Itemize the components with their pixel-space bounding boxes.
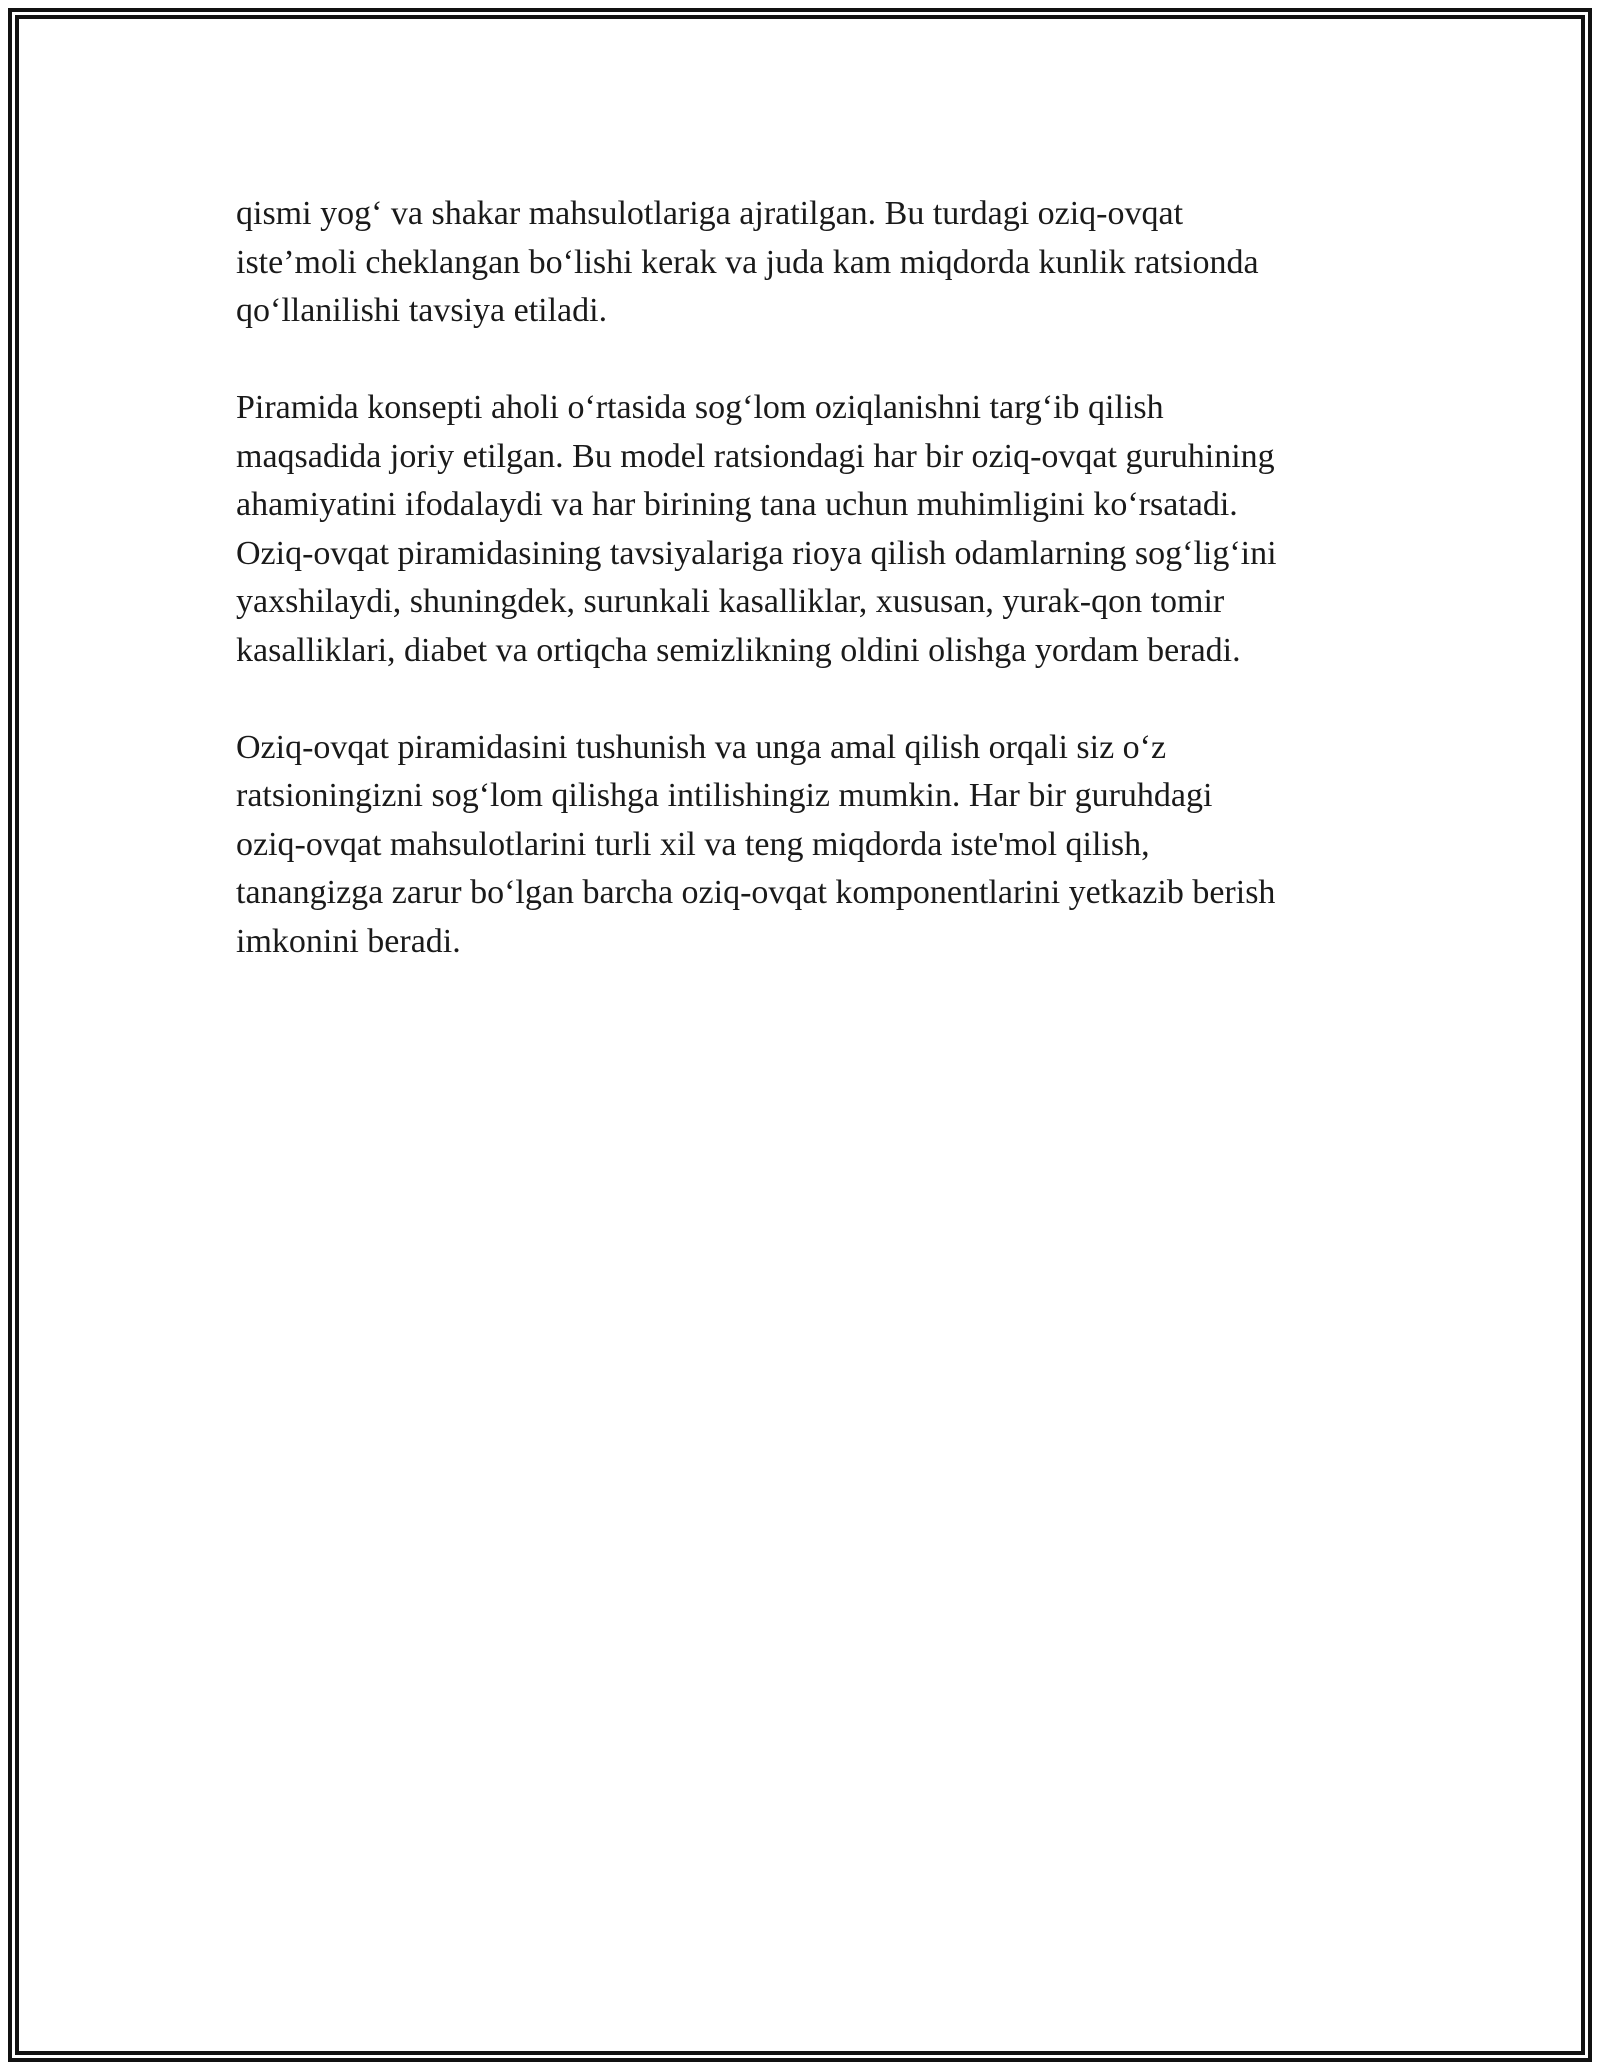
text-line: Oziq-ovqat piramidasini tushunish va unga amal qilish orqali siz o‘z xyxy=(236,728,1167,766)
text-line: oziq-ovqat mahsulotlarini turli xil va teng miqdorda iste'mol qilish, xyxy=(236,825,1150,863)
paragraph-2 xyxy=(236,384,1366,675)
paragraph-1 xyxy=(236,190,1366,336)
document-body xyxy=(236,190,1366,1015)
text-line: maqsadida joriy etilgan. Bu model ratsiondagi har bir oziq-ovqat guruhining xyxy=(236,437,1275,475)
text-line: yaxshilaydi, shuningdek, surunkali kasalliklar, xususan, yurak-qon tomir xyxy=(236,583,1225,620)
text-line: qismi yog‘ va shakar mahsulotlariga ajratilgan. Bu turdagi oziq-ovqat xyxy=(236,195,1184,232)
paragraph-3 xyxy=(236,724,1366,967)
text-line: kasalliklari, diabet va ortiqcha semizlikning oldini olishga yordam beradi. xyxy=(236,631,1241,669)
text-line: qo‘llanilishi tavsiya etiladi. xyxy=(236,292,608,329)
text-line: ratsioningizni sog‘lom qilishga intilishingiz mumkin. Har bir guruhdagi xyxy=(236,777,1213,814)
text-line: tanangizga zarur bo‘lgan barcha oziq-ovqat komponentlarini yetkazib berish xyxy=(236,874,1276,911)
text-line: ahamiyatini ifodalaydi va har birining tana uchun muhimligini ko‘rsatadi. xyxy=(236,486,1238,523)
text-line: Piramida konsepti aholi o‘rtasida sog‘lom oziqlanishni targ‘ib qilish xyxy=(236,389,1164,426)
text-line: imkonini beradi. xyxy=(236,922,461,960)
text-line: iste’moli cheklangan bo‘lishi kerak va juda kam miqdorda kunlik ratsionda xyxy=(236,243,1259,281)
text-line: Oziq-ovqat piramidasining tavsiyalariga rioya qilish odamlarning sog‘lig‘ini xyxy=(236,534,1277,572)
